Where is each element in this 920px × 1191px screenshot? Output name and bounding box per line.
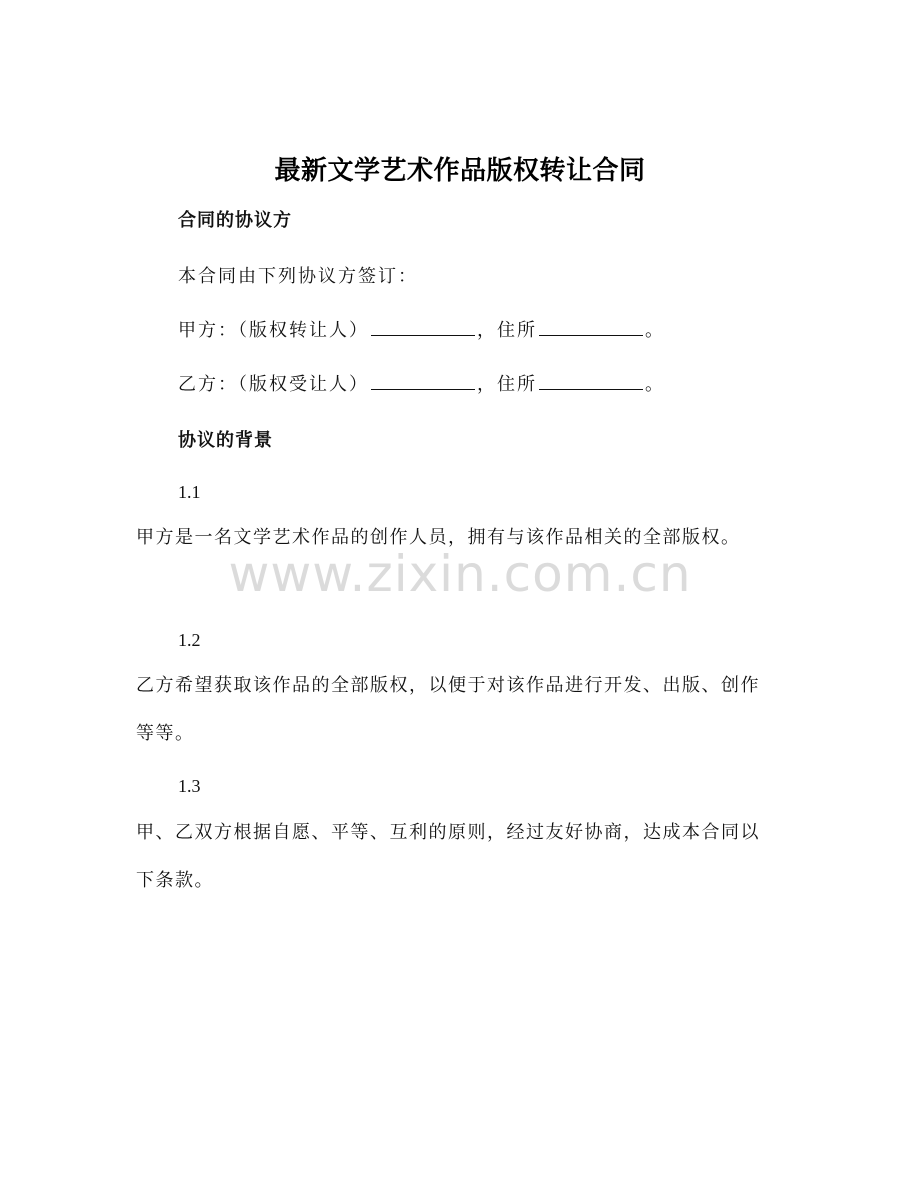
parties-heading: 合同的协议方 [178,210,292,231]
document-title: 最新文学艺术作品版权转让合同 [274,156,646,186]
party-a-address-blank[interactable] [539,317,643,336]
party-a-sep: ，住所 [477,320,537,341]
party-a-label: 甲方：（版权转让人） [178,320,369,341]
party-a-name-blank[interactable] [371,317,475,336]
clause-number: 1.3 [178,776,201,796]
clause-number: 1.2 [178,630,201,650]
party-a-line [178,316,665,342]
party-b-address-blank[interactable] [539,371,643,390]
clause-text: 甲、乙双方根据自愿、平等、互利的原则，经过友好协商，达成本合同以下条款。 [136,822,760,891]
clause-text: 甲方是一名文学艺术作品的创作人员，拥有与该作品相关的全部版权。 [136,527,741,548]
watermark: www.zixin.com.cn [228,545,692,603]
party-b-sep: ，住所 [477,374,537,395]
background-heading: 协议的背景 [178,430,273,451]
clause-number: 1.1 [178,482,201,502]
clause-text: 乙方希望获取该作品的全部版权，以便于对该作品进行开发、出版、创作等等。 [136,675,760,744]
party-b-end: 。 [645,374,665,395]
party-a-end: 。 [645,320,665,341]
party-b-line [178,370,665,396]
party-b-name-blank[interactable] [371,371,475,390]
party-b-label: 乙方：（版权受让人） [178,374,369,395]
parties-intro: 本合同由下列协议方签订： [178,266,418,287]
